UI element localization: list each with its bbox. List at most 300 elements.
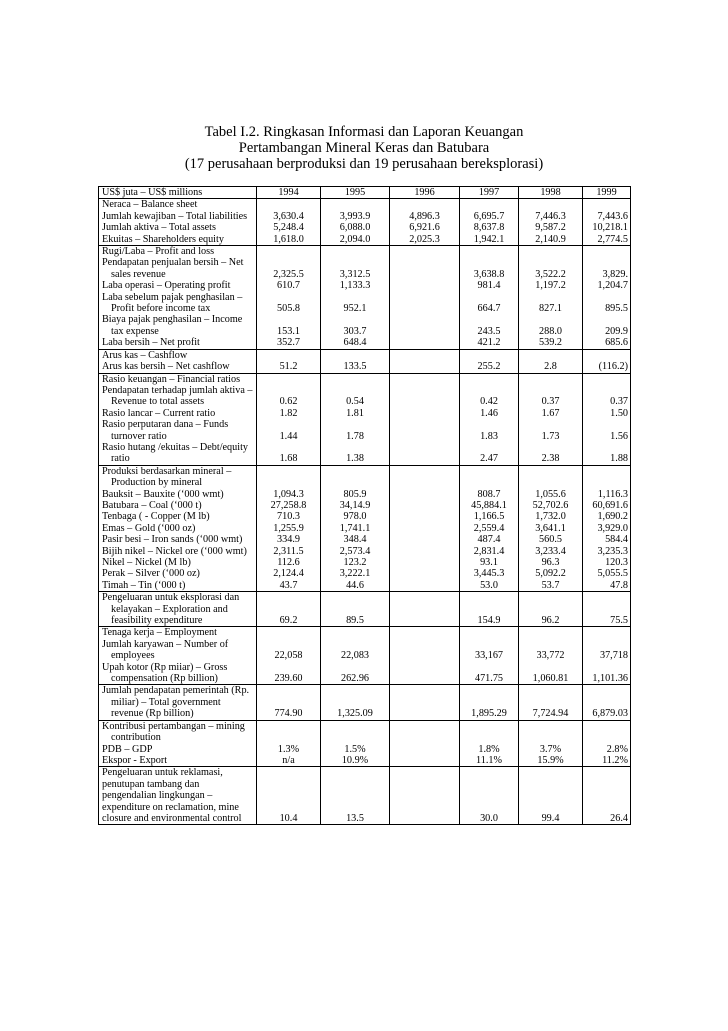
cell-spacer <box>521 639 580 650</box>
row-value <box>519 349 583 361</box>
row-label-line: compensation (Rp billion) <box>111 673 218 685</box>
cell-spacer <box>462 419 516 430</box>
row-value <box>460 568 519 579</box>
row-value <box>257 546 321 557</box>
cell-spacer <box>462 314 516 325</box>
cell-value: 120.3 <box>605 557 628 568</box>
row-label <box>99 211 257 222</box>
row-label-line: Pendapatan penjualan bersih – Net <box>102 257 244 269</box>
row-value <box>321 373 390 385</box>
cell-spacer <box>521 385 580 396</box>
cell-value: 3,233.4 <box>535 545 566 557</box>
table-row <box>99 546 631 557</box>
row-label-line: Production by mineral <box>111 477 203 489</box>
row-label-line: expenditure on reclamation, mine <box>102 801 239 813</box>
cell-value: 3,312.5 <box>339 268 371 280</box>
row-label-line: Timah – Tin (‘000 t) <box>102 579 186 591</box>
cell-spacer <box>392 802 457 813</box>
row-value <box>321 534 390 545</box>
cell-value: 1.83 <box>480 430 498 442</box>
table-row <box>99 557 631 568</box>
cell-value: 262.96 <box>340 673 369 685</box>
row-label-line: Ekspor - Export <box>102 754 168 766</box>
cell-spacer <box>323 790 387 801</box>
cell-spacer <box>323 639 387 650</box>
row-value <box>321 580 390 592</box>
row-label <box>99 349 257 361</box>
row-value <box>519 489 583 500</box>
cell-value: 22,058 <box>274 650 303 662</box>
row-value <box>321 361 390 373</box>
row-value <box>257 246 321 258</box>
row-value <box>257 755 321 767</box>
row-value <box>257 557 321 568</box>
cell-spacer <box>392 685 457 696</box>
row-label <box>99 442 257 465</box>
row-value <box>257 337 321 349</box>
cell-value: 3,445.3 <box>473 568 505 580</box>
cell-value: 7,443.6 <box>597 210 628 222</box>
row-value <box>257 222 321 233</box>
cell-spacer <box>462 604 516 615</box>
cell-value: 2,559.4 <box>473 522 505 534</box>
cell-value: 30.0 <box>480 812 498 824</box>
table-row <box>99 744 631 755</box>
row-value <box>390 419 460 442</box>
cell-spacer <box>462 466 516 477</box>
row-label <box>99 767 257 825</box>
cell-value: 352.7 <box>277 337 300 349</box>
row-value <box>321 349 390 361</box>
cell-value: 505.8 <box>277 303 300 315</box>
row-value <box>321 500 390 511</box>
row-value <box>321 246 390 258</box>
cell-value: 2,831.4 <box>473 545 505 557</box>
row-value <box>583 234 631 246</box>
row-value <box>519 720 583 743</box>
cell-value: 808.7 <box>477 488 501 500</box>
table-row <box>99 385 631 408</box>
cell-value: 69.2 <box>279 615 298 627</box>
row-value <box>460 349 519 361</box>
row-label <box>99 465 257 488</box>
header-year-1997: 1997 <box>460 187 519 199</box>
table-row <box>99 627 631 639</box>
row-value <box>583 292 631 315</box>
cell-spacer <box>392 697 457 708</box>
cell-spacer <box>392 466 457 477</box>
cell-spacer <box>585 790 628 801</box>
row-value <box>390 685 460 720</box>
cell-spacer <box>521 592 580 603</box>
cell-value: 1,741.1 <box>339 522 371 534</box>
row-value <box>519 222 583 233</box>
row-value <box>257 385 321 408</box>
row-value <box>257 639 321 662</box>
cell-value: 2,025.3 <box>409 233 440 245</box>
cell-spacer <box>521 685 580 696</box>
row-label <box>99 662 257 685</box>
cell-spacer <box>392 442 457 453</box>
row-value <box>583 534 631 545</box>
table-row <box>99 523 631 534</box>
row-label-line: Profit before income tax <box>111 303 211 315</box>
cell-spacer <box>521 697 580 708</box>
table-row <box>99 465 631 488</box>
cell-value: 685.6 <box>605 337 628 349</box>
cell-spacer <box>585 292 628 303</box>
row-value <box>460 511 519 522</box>
row-label <box>99 557 257 568</box>
cell-value: 2,124.4 <box>273 568 304 580</box>
cell-value: 303.7 <box>343 325 367 337</box>
row-value <box>519 373 583 385</box>
row-label-line: feasibility expenditure <box>111 615 203 627</box>
table-row <box>99 767 631 825</box>
table-row <box>99 534 631 545</box>
row-value <box>321 211 390 222</box>
cell-value: 2.47 <box>480 453 498 465</box>
row-label-line: Bijih nikel – Nickel ore (‘000 wmt) <box>102 545 247 557</box>
row-label <box>99 546 257 557</box>
row-label-line: Kontribusi pertambangan – mining <box>102 720 245 732</box>
row-value <box>460 199 519 211</box>
cell-value: 1.67 <box>541 407 560 419</box>
row-value <box>390 465 460 488</box>
table-row <box>99 234 631 246</box>
cell-value: 1.44 <box>279 430 298 442</box>
row-label-line: Laba operasi – Operating profit <box>102 280 231 292</box>
row-label <box>99 592 257 627</box>
row-value <box>257 199 321 211</box>
row-value <box>583 199 631 211</box>
cell-spacer <box>462 790 516 801</box>
row-value <box>583 767 631 825</box>
row-label-line: Pendapatan terhadap jumlah aktiva – <box>102 384 253 396</box>
cell-value: 827.1 <box>539 303 562 315</box>
row-value <box>321 280 390 291</box>
cell-value: 5,055.5 <box>597 568 628 580</box>
row-value <box>390 349 460 361</box>
table-row <box>99 442 631 465</box>
cell-value: 978.0 <box>343 511 367 523</box>
row-value <box>390 211 460 222</box>
table-row <box>99 568 631 579</box>
cell-spacer <box>259 314 318 325</box>
table-row <box>99 511 631 522</box>
row-value <box>519 580 583 592</box>
table-header-row <box>99 187 631 199</box>
cell-value: 1,942.1 <box>473 233 505 245</box>
row-label <box>99 373 257 385</box>
cell-value: 1,618.0 <box>273 233 304 245</box>
row-value <box>583 685 631 720</box>
cell-spacer <box>585 604 628 615</box>
cell-value: 2,325.5 <box>273 268 304 280</box>
row-value <box>519 534 583 545</box>
cell-value: 0.42 <box>480 396 498 408</box>
row-label <box>99 385 257 408</box>
cell-value: 53.7 <box>541 579 560 591</box>
row-label <box>99 314 257 337</box>
cell-value: 96.2 <box>541 615 560 627</box>
row-value <box>519 280 583 291</box>
cell-value: 3,235.3 <box>597 545 628 557</box>
row-value <box>460 662 519 685</box>
cell-value: 6,695.7 <box>473 210 505 222</box>
table-row <box>99 662 631 685</box>
row-value <box>460 720 519 743</box>
cell-spacer <box>521 466 580 477</box>
cell-value: 1.73 <box>541 430 560 442</box>
cell-value: 11.1% <box>476 754 502 766</box>
row-value <box>519 523 583 534</box>
cell-value: 560.5 <box>539 534 562 546</box>
cell-value: 239.60 <box>274 673 303 685</box>
cell-spacer <box>392 790 457 801</box>
row-value <box>321 662 390 685</box>
row-value <box>519 314 583 337</box>
cell-value: 0.37 <box>541 396 560 408</box>
row-value <box>583 280 631 291</box>
row-value <box>257 685 321 720</box>
row-value <box>460 534 519 545</box>
row-label-line: Neraca – Balance sheet <box>102 199 198 211</box>
cell-spacer <box>323 314 387 325</box>
row-value <box>519 465 583 488</box>
cell-value: 348.4 <box>343 534 367 546</box>
row-value <box>321 744 390 755</box>
row-value <box>583 489 631 500</box>
cell-value: 27,258.8 <box>270 499 307 511</box>
cell-value: 53.0 <box>480 579 498 591</box>
row-value <box>257 500 321 511</box>
row-value <box>460 744 519 755</box>
row-value <box>583 639 631 662</box>
table-row <box>99 361 631 373</box>
cell-spacer <box>323 721 387 732</box>
cell-value: 8,637.8 <box>473 222 505 234</box>
cell-spacer <box>259 790 318 801</box>
cell-spacer <box>392 779 457 790</box>
row-value <box>460 580 519 592</box>
cell-spacer <box>323 419 387 430</box>
cell-spacer <box>462 662 516 673</box>
cell-value: 1,060.81 <box>532 673 569 685</box>
row-label <box>99 534 257 545</box>
cell-spacer <box>462 442 516 453</box>
row-value <box>321 234 390 246</box>
cell-spacer <box>392 257 457 268</box>
row-value <box>460 442 519 465</box>
cell-value: 10,218.1 <box>592 222 628 234</box>
row-value <box>321 546 390 557</box>
row-value <box>257 662 321 685</box>
row-value <box>257 523 321 534</box>
cell-value: 5,248.4 <box>273 222 304 234</box>
row-label-line: Produksi berdasarkan mineral – <box>102 465 232 477</box>
cell-value: 52,702.6 <box>532 499 569 511</box>
row-value <box>390 662 460 685</box>
cell-value: 93.1 <box>480 557 498 568</box>
cell-value: 610.7 <box>277 280 300 292</box>
row-value <box>390 580 460 592</box>
row-value <box>257 234 321 246</box>
cell-spacer <box>462 697 516 708</box>
row-value <box>519 627 583 639</box>
row-label-line: revenue (Rp billion) <box>111 708 194 720</box>
row-value <box>583 222 631 233</box>
cell-value: 1.3% <box>277 743 300 755</box>
cell-spacer <box>259 802 318 813</box>
financial-summary-table <box>98 186 631 825</box>
cell-value: 1.68 <box>279 453 298 465</box>
cell-value: 1.88 <box>610 453 628 465</box>
row-value <box>321 568 390 579</box>
cell-value: 2,573.4 <box>339 545 371 557</box>
cell-value: 3,222.1 <box>339 568 371 580</box>
row-value <box>583 361 631 373</box>
cell-value: 99.4 <box>541 812 560 824</box>
cell-value: 3.7% <box>539 743 562 755</box>
cell-value: 3,641.1 <box>535 522 566 534</box>
row-value <box>257 442 321 465</box>
row-value <box>257 627 321 639</box>
row-value <box>390 280 460 291</box>
row-label-line: Arus kas – Cashflow <box>102 349 188 361</box>
header-year-1995: 1995 <box>321 187 390 199</box>
cell-spacer <box>259 721 318 732</box>
row-label <box>99 627 257 639</box>
table-row <box>99 246 631 258</box>
row-value <box>583 580 631 592</box>
row-label <box>99 419 257 442</box>
row-value <box>519 361 583 373</box>
cell-value: 664.7 <box>477 303 501 315</box>
table-row <box>99 292 631 315</box>
cell-spacer <box>521 721 580 732</box>
row-value <box>257 568 321 579</box>
row-value <box>519 234 583 246</box>
row-value <box>257 465 321 488</box>
cell-spacer <box>323 697 387 708</box>
cell-value: 421.2 <box>477 337 501 349</box>
row-value <box>321 639 390 662</box>
cell-value: 1.82 <box>279 407 298 419</box>
row-value <box>460 546 519 557</box>
cell-spacer <box>323 767 387 778</box>
row-value <box>321 557 390 568</box>
row-value <box>390 246 460 258</box>
row-value <box>519 767 583 825</box>
row-value <box>257 349 321 361</box>
header-year-1994: 1994 <box>257 187 321 199</box>
header-year-1999: 1999 <box>583 187 631 199</box>
row-value <box>390 222 460 233</box>
table-row <box>99 222 631 233</box>
row-value <box>583 511 631 522</box>
cell-value: 6,921.6 <box>409 222 440 234</box>
row-label <box>99 639 257 662</box>
row-value <box>519 408 583 419</box>
row-value <box>257 211 321 222</box>
cell-value: 154.9 <box>477 615 501 627</box>
row-value <box>583 500 631 511</box>
table-row <box>99 211 631 222</box>
row-value <box>519 557 583 568</box>
row-label <box>99 361 257 373</box>
row-label-line: Nikel – Nickel (M lb) <box>102 557 191 568</box>
cell-value: 1,895.29 <box>471 708 507 720</box>
row-value <box>519 257 583 280</box>
row-value <box>519 744 583 755</box>
row-value <box>390 234 460 246</box>
row-value <box>257 744 321 755</box>
row-value <box>460 337 519 349</box>
row-label <box>99 744 257 755</box>
row-value <box>321 685 390 720</box>
cell-spacer <box>323 257 387 268</box>
row-label-line: Laba bersih – Net profit <box>102 337 200 349</box>
row-label <box>99 685 257 720</box>
cell-spacer <box>323 802 387 813</box>
row-value <box>321 408 390 419</box>
row-value <box>583 314 631 337</box>
cell-spacer <box>585 257 628 268</box>
table-row <box>99 314 631 337</box>
row-label <box>99 199 257 211</box>
row-value <box>257 373 321 385</box>
cell-value: 952.1 <box>343 303 367 315</box>
row-value <box>583 662 631 685</box>
cell-value: 805.9 <box>343 488 367 500</box>
row-value <box>460 292 519 315</box>
row-value <box>321 385 390 408</box>
row-value <box>390 408 460 419</box>
row-value <box>257 280 321 291</box>
title-line-1: Tabel I.2. Ringkasan Informasi dan Laporan Keuangan <box>204 124 524 140</box>
cell-value: 2.8 <box>544 361 557 373</box>
cell-value: 1.38 <box>346 453 364 465</box>
row-label <box>99 257 257 280</box>
cell-spacer <box>392 419 457 430</box>
row-value <box>321 257 390 280</box>
row-label <box>99 280 257 291</box>
row-value <box>519 546 583 557</box>
row-value <box>257 767 321 825</box>
cell-value: 3,993.9 <box>339 210 371 222</box>
row-label-line: ratio <box>111 453 130 465</box>
row-label-line: Rasio keuangan – Financial ratios <box>102 373 241 385</box>
row-value <box>460 211 519 222</box>
row-value <box>460 767 519 825</box>
cell-value: 45,884.1 <box>471 499 507 511</box>
cell-spacer <box>392 721 457 732</box>
cell-value: 1.50 <box>610 407 628 419</box>
cell-spacer <box>521 314 580 325</box>
row-value <box>583 337 631 349</box>
cell-spacer <box>521 767 580 778</box>
row-value <box>583 246 631 258</box>
cell-value: 1,204.7 <box>597 280 628 292</box>
row-value <box>460 523 519 534</box>
cell-value: 1.8% <box>478 743 500 755</box>
cell-value: 51.2 <box>279 361 298 373</box>
cell-spacer <box>462 802 516 813</box>
cell-spacer <box>585 442 628 453</box>
cell-spacer <box>323 662 387 673</box>
row-value <box>519 199 583 211</box>
